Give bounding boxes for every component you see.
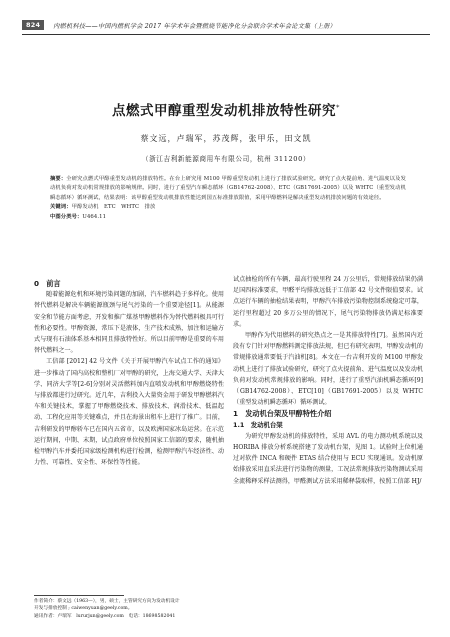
right-paragraph-1: 试点抽检的所有车辆，最高行驶里程 24 万公里后，常规排放结果仍满足国四标准要求，甲醛平均排放远低于工信部 42 号文件限值要求。试点运行车辆的抽检结果表明，甲醇汽车排放污染物控制系统稳定可靠，运行里程超过 20 多万公里的情况下，尾气污染物排放仍满足标准要求。	[233, 276, 423, 328]
clc-label: 中图分类号：	[50, 213, 83, 220]
keywords-label: 关键词：	[50, 204, 72, 211]
title-marker: *	[336, 103, 340, 112]
intro-paragraph-1: 随着能源危机和环境污染问题的加剧，汽车燃料趋于多样化。使用替代燃料是解决车辆能源瓶颈与尾气污染的一个重要途径[1]。从能源安全和节能方面考虑，开发和推广煤基甲醇燃料作为替代燃料极具可行性和必要性。甲醇资源，常压下是液体，生产技术成熟，加注和运输方式与现有石油体系基本相同且排放特性好。所以目前甲醇是重要的车用替代燃料之一。	[34, 291, 224, 355]
right-paragraph-3: 为研究甲醇发动机的排放特性，采用 AVL 的电力测功机系统以及 HORIBA 排放分析系统搭建了发动机台架，见图 1。试验时上位机通过对软件 INCA 和硬件 ETAS 结合使用与 ECU 实现通讯。发动机原始排放采用直采法进行污染物的测量，工况法常规排放污染物测试采用全流稀释采样法测得，甲醛测试方法采用稀释袋取样，按照工信部 HJ/	[233, 432, 423, 485]
left-column	[34, 278, 224, 468]
abstract-text: 全研究点燃式甲醇重型发动机的排放特性。在台上研究用 M100 甲醇重型发动机上进行了排放试验研究。研究了点火提前角、进气温度以及发动机负荷对发动机常规排放的影响规律。同时，进行了重型汽车瞬态循环（GB14762-2008）、ETC（GB17691-2005）以及 WHTC（重型发动机瞬态循环）循环测试，结果表明：该甲醇重型发动机排放性能达到国五标准排放限值，采用甲醇燃料是解决重型发动机排放问题的有效途径。	[50, 176, 406, 201]
abstract-block	[50, 175, 406, 222]
title-text: 点燃式甲醇重型发动机排放特性研究	[112, 103, 336, 119]
journal-line: 内燃机科技——中国内燃机学会 2017 年学术年会暨燃烧节能净化分会联合学术年会论文集（上册）	[53, 22, 336, 30]
page-number: 824	[22, 20, 44, 30]
section-1-heading: 1 发动机台架及甲醇特性介绍	[233, 409, 332, 419]
right-column	[233, 274, 423, 487]
clc	[50, 213, 406, 222]
keywords-text: 甲醇发动机 ETC WHTC 排放	[71, 204, 156, 211]
right-paragraph-2: 甲醇作为代用燃料的研究热点之一是其排放特性[7]。虽然国内近段有专门针对甲醇燃料测定排放法规，但已有研究表明，甲醇发动机的常规排放通常要低于汽油机[8]。本文在一台吉利开发的 M100 甲醇发动机上进行了排放试验研究，研究了点火提前角、进气温度以及发动机负荷对发动机常规排放的影响。同时，进行了重型汽油机瞬态循环[9]（GB14762-2008）、ETC[10]（GB17691-2005）以及 WHTC（重型发动机瞬态循环）循环测试。	[233, 332, 423, 407]
clc-text: U464.11	[82, 213, 107, 220]
abstract	[50, 175, 406, 203]
subsection-1-1-heading: 1.1 发动机台架	[233, 420, 283, 429]
abstract-label: 摘要：	[50, 176, 67, 182]
intro-paragraph-2: 工信部 [2012] 42 号文件《关于开展甲醇汽车试点工作的通知》进一步推动了国内高校和整机厂对甲醇的研究，上海交通大学、天津大学、同济大学等[2-6]分别对灵活燃料加内直喷发动机和甲醇燃烧特性与排放都进行过研究。近几年，吉利投入大量资金用于研发甲醇燃料汽车和关键技术，掌握了甲醇燃烧技术、排放技术、润滑技术、低温起动、工程化应用等关键难点，并且在海景出租车上进行了推广。目前，吉利研发的甲醇轿车已在国内五省市，以及欧洲国家冰岛运营。在示范运行期间，中期、末期，试点政府单位按照国家工信部的要求，随机抽检甲醇汽车并委托国家级检测机构进行检测，检测甲醇汽车经济性、动力性、可靠性、安全性、环保性等性能。	[34, 358, 224, 467]
header-rule	[22, 34, 430, 35]
section-0-heading: 0 前言	[34, 279, 61, 288]
footnote-corresponding-author: 通讯作者：卢瑞军 lururjun@geely.com 电话：18698582041	[34, 613, 176, 619]
affiliation: （浙江吉利新能源商用车有限公司，杭州 311200）	[141, 155, 311, 163]
footnote-rule	[34, 595, 124, 596]
footnotes	[34, 598, 234, 620]
paper-title	[22, 99, 430, 119]
authors: 蔡文远，卢瑞军，苏茂辉，张甲乐，田文凯	[140, 134, 312, 143]
footnote-author-bio: 作者简介：蔡文远（1963—），男，硕士，主管研究方向为发动机设计	[34, 599, 180, 604]
running-header	[22, 18, 430, 32]
keywords	[50, 203, 406, 212]
footnote-author-bio-cont: 开发与排放控制 ; caiwenyuan@geely.com。	[34, 606, 133, 612]
